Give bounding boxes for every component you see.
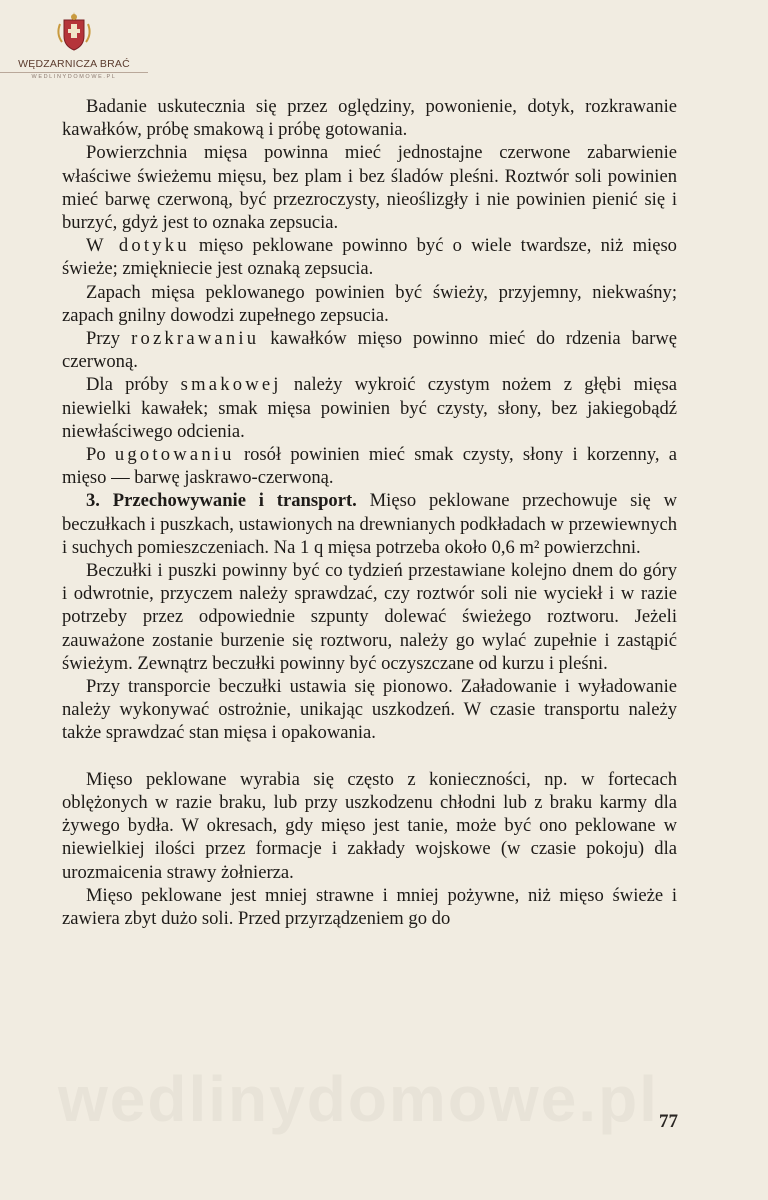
paragraph-6 xyxy=(62,373,677,443)
paragraph-10: Przy transporcie beczułki ustawia się pionowo. Załadowanie i wyładowanie należy wykonywać ostrożnie, unikając uszkodzeń. W czasie transportu należy także sprawdzać stan mięsa i opakowania. xyxy=(62,676,677,744)
paragraph-7 xyxy=(62,443,677,489)
paragraph-5-pre: Przy xyxy=(86,328,132,350)
paragraph-12: Mięso peklowane jest mniej strawne i mniej pożywne, niż mięso świeże i zawiera zbyt dużo soli. Przed przyrządzeniem go do xyxy=(62,884,677,929)
paragraph-4: Zapach mięsa peklowanego powinien być świeży, przyjemny, niekwaśny; zapach gnilny dowodzi zupełnego zepsucia. xyxy=(62,281,677,326)
heraldic-crest-icon xyxy=(54,10,94,54)
logo-brand-text: WĘDZARNICZA BRAĆ xyxy=(18,58,130,70)
paragraph-9: Beczułki i puszki powinny być co tydzień przestawiane kolejno dnem do góry i odwrotnie, przyczem należy sprawdzać, czy roztwór soli nie wyciekł i w razie potrzeby przez odpowiednie szpunty dolewać świeżego roztworu. Jeżeli zauważone zostanie burzenie się roztworu, należy go wylać zupełnie i zastąpić świeżym. Zewnątrz beczułki powinny być oczyszczane od kurzu i pleśni. xyxy=(62,560,677,674)
paragraph-11: Mięso peklowane wyrabia się często z konieczności, np. w fortecach oblężonych w razie braku, lub przy uszkodzenu chłodni lub z braku karmy dla żywego bydła. W okresach, gdy mięso jest tanie, może być ono peklowane w niewielkiej ilości przez formacje i zakłady wojskowe (w czasie pokoju) dla urozmaicenia strawy żołnierza. xyxy=(62,768,677,883)
paragraph-6-text: należy wykroić czystym nożem z głębi mięsa niewielki kawałek; smak mięsa powinien być czysty, słony, bez jakiegobądź niewłaściwego odcienia. xyxy=(62,374,677,442)
paragraph-2: Powierzchnia mięsa powinna mieć jednostajne czerwone zabarwienie właściwe świeżemu mięsu, bez plam i bez śladów pleśni. Roztwór soli powinien mieć barwę czerwoną, być przezroczysty, nieoślizgły i nie powinien pienić się i burzyć, gdyż jest to oznaka zepsucia. xyxy=(62,142,677,234)
spaced-term-dotyk: W dotyku xyxy=(86,235,190,257)
paragraph-3-text: mięso peklowane powinno być o wiele twardsze, niż mięso świeże; zmiękniecie jest oznaką zepsucia. xyxy=(62,235,677,280)
spaced-term-rozkrawaniu: rozkrawaniu xyxy=(131,328,260,350)
page-number: 77 xyxy=(659,1111,678,1132)
section-heading: 3. Przechowywanie i transport. xyxy=(86,490,357,512)
logo-divider xyxy=(0,72,148,73)
paragraph-3 xyxy=(62,234,677,280)
watermark-logo xyxy=(18,10,130,80)
paragraph-6-pre: Dla próby xyxy=(86,374,181,396)
spaced-term-smakowej: smakowej xyxy=(180,374,282,396)
page-body xyxy=(62,95,677,930)
paragraph-7-pre: Po xyxy=(86,444,115,466)
paragraph-gap xyxy=(62,745,677,768)
paragraph-5 xyxy=(62,327,677,373)
paragraph-5-text: kawałków mięso powinno mieć do rdzenia barwę czerwoną. xyxy=(62,328,678,373)
spaced-term-ugotowaniu: ugotowaniu xyxy=(114,444,235,466)
paragraph-8-text: Mięso peklowane przechowuje się w beczułkach i puszkach, ustawionych na drewnianych podkładach w przewiewnych i suchych pomieszczeniach. Na 1 q mięsa potrzeba około 0,6 m² powierzchni. xyxy=(62,490,677,558)
paragraph-1: Badanie uskutecznia się przez oględziny, powonienie, dotyk, rozkrawanie kawałków, próbę smakową i próbę gotowania. xyxy=(62,96,677,141)
paragraph-7-text: rosół powinien mieć smak czysty, słony i korzenny, a mięso — barwę jaskrawo-czerwoną. xyxy=(62,444,677,489)
watermark-overlay: wedlinydomowe.pl xyxy=(58,1063,659,1135)
logo-site-text: WEDLINYDOMOWE.PL xyxy=(31,74,117,80)
paragraph-8 xyxy=(62,489,677,559)
